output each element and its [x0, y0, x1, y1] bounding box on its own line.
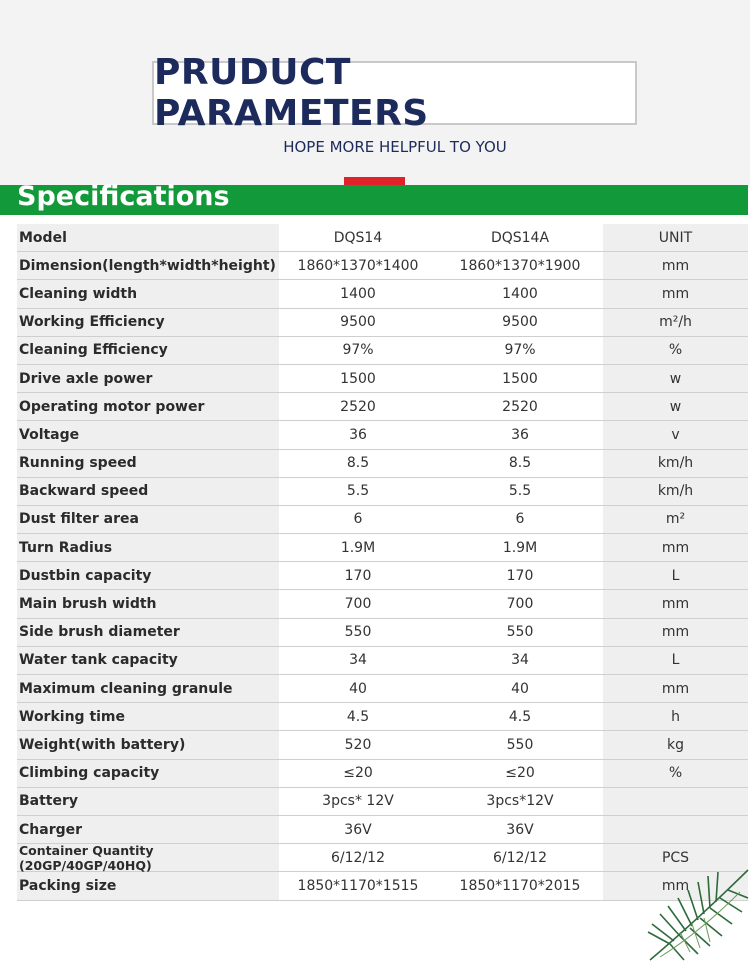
unit-cell: mm [603, 619, 748, 646]
model-b-cell: 36 [511, 426, 529, 443]
header-model-b: DQS14A [490, 229, 550, 246]
param-cell: Cleaning width [17, 280, 279, 307]
param-cell: Weight(with battery) [17, 731, 279, 758]
model-b-cell: 8.5 [508, 455, 532, 472]
table-row [17, 844, 748, 872]
table-row [17, 421, 748, 449]
model-b-cell: 34 [511, 652, 529, 669]
param-cell: Working Efficiency [17, 309, 279, 336]
model-a-cell: 4.5 [346, 708, 370, 725]
table-row [17, 562, 748, 590]
table-row [17, 590, 748, 618]
page-title: PRUDUCT PARAMETERS [154, 52, 429, 134]
model-a-cell: 1.9M [340, 539, 376, 556]
param-cell: Battery [17, 788, 279, 815]
table-row [17, 731, 748, 759]
unit-cell [603, 788, 748, 815]
unit-cell: m² [603, 506, 748, 533]
model-a-cell: 3pcs* 12V [322, 793, 394, 810]
param-cell: Dust filter area [17, 506, 279, 533]
param-cell: Operating motor power [17, 393, 279, 420]
spec-table [17, 224, 748, 901]
model-a-cell: 9500 [340, 314, 376, 331]
model-b-cell: 6/12/12 [493, 849, 547, 866]
model-a-cell: 36V [344, 821, 372, 838]
table-row [17, 872, 748, 900]
unit-cell: kg [603, 731, 748, 758]
model-a-cell: ≤20 [343, 765, 373, 782]
table-row [17, 647, 748, 675]
section-title: Specifications [17, 181, 230, 212]
param-cell: Main brush width [17, 590, 279, 617]
unit-cell: km/h [603, 478, 748, 505]
header-param-cell: Model [17, 224, 279, 251]
palm-leaf-decoration [640, 862, 750, 962]
header-model-a: DQS14 [333, 229, 383, 246]
unit-cell: m²/h [603, 309, 748, 336]
param-cell: Backward speed [17, 478, 279, 505]
model-b-cell: 550 [506, 624, 534, 641]
param-cell: Voltage [17, 421, 279, 448]
table-row [17, 393, 748, 421]
param-cell: Charger [17, 816, 279, 843]
unit-cell: mm [603, 534, 748, 561]
table-header-row [17, 224, 748, 252]
unit-cell: L [603, 562, 748, 589]
unit-cell: h [603, 703, 748, 730]
param-cell: Dimension(length*width*height) [17, 252, 279, 279]
unit-cell [603, 816, 748, 843]
model-a-cell: 40 [349, 680, 367, 697]
param-cell: Turn Radius [17, 534, 279, 561]
model-a-cell: 2520 [340, 398, 376, 415]
page-subtitle: HOPE MORE HELPFUL TO YOU [283, 138, 507, 156]
model-a-cell: 1850*1170*1515 [297, 877, 419, 894]
unit-cell: v [603, 421, 748, 448]
model-a-cell: 520 [344, 736, 372, 753]
unit-cell: L [603, 647, 748, 674]
table-row [17, 280, 748, 308]
unit-cell: mm [603, 675, 748, 702]
table-row [17, 337, 748, 365]
table-row [17, 675, 748, 703]
model-a-cell: 6 [353, 511, 363, 528]
param-cell: Water tank capacity [17, 647, 279, 674]
unit-cell: % [603, 760, 748, 787]
param-cell: Climbing capacity [17, 760, 279, 787]
unit-cell: km/h [603, 450, 748, 477]
model-b-cell: 700 [506, 596, 534, 613]
model-a-cell: 97% [342, 342, 374, 359]
param-cell: Working time [17, 703, 279, 730]
model-a-cell: 34 [349, 652, 367, 669]
model-a-cell: 700 [344, 596, 372, 613]
table-row [17, 788, 748, 816]
model-a-cell: 1500 [340, 370, 376, 387]
param-cell: Dustbin capacity [17, 562, 279, 589]
model-b-cell: 40 [511, 680, 529, 697]
model-b-cell: 4.5 [508, 708, 532, 725]
model-a-cell: 170 [344, 567, 372, 584]
model-a-cell: 1860*1370*1400 [297, 257, 419, 274]
table-row [17, 703, 748, 731]
model-b-cell: 170 [506, 567, 534, 584]
header-unit: UNIT [603, 224, 748, 251]
model-b-cell: 5.5 [508, 483, 532, 500]
model-b-cell: 1860*1370*1900 [459, 257, 581, 274]
model-a-cell: 36 [349, 426, 367, 443]
model-a-cell: 5.5 [346, 483, 370, 500]
table-row [17, 760, 748, 788]
specifications-band [0, 181, 748, 215]
model-b-cell: 3pcs*12V [486, 793, 554, 810]
model-b-cell: 1.9M [502, 539, 538, 556]
model-a-cell: 8.5 [346, 455, 370, 472]
model-b-cell: 9500 [502, 314, 538, 331]
model-b-cell: 1850*1170*2015 [459, 877, 581, 894]
model-b-cell: 36V [506, 821, 534, 838]
model-b-cell: 550 [506, 736, 534, 753]
table-row [17, 478, 748, 506]
param-cell: Drive axle power [17, 365, 279, 392]
unit-cell: % [603, 337, 748, 364]
model-b-cell: 2520 [502, 398, 538, 415]
table-row [17, 534, 748, 562]
param-cell: Packing size [17, 872, 279, 899]
model-a-cell: 1400 [340, 285, 376, 302]
model-b-cell: 1500 [502, 370, 538, 387]
unit-cell: mm [603, 252, 748, 279]
table-row [17, 619, 748, 647]
unit-cell: PCS [603, 844, 748, 871]
title-box [152, 52, 637, 134]
model-a-cell: 550 [344, 624, 372, 641]
param-cell: Container Quantity (20GP/40GP/40HQ) [17, 844, 279, 871]
unit-cell: w [603, 393, 748, 420]
table-row [17, 309, 748, 337]
param-cell: Cleaning Efficiency [17, 337, 279, 364]
table-row [17, 816, 748, 844]
model-b-cell: 6 [515, 511, 525, 528]
table-row [17, 252, 748, 280]
unit-cell: w [603, 365, 748, 392]
model-b-cell: 97% [504, 342, 536, 359]
model-a-cell: 6/12/12 [331, 849, 385, 866]
unit-cell: mm [603, 872, 748, 899]
unit-cell: mm [603, 590, 748, 617]
table-row [17, 365, 748, 393]
param-cell: Side brush diameter [17, 619, 279, 646]
table-row [17, 506, 748, 534]
unit-cell: mm [603, 280, 748, 307]
model-b-cell: 1400 [502, 285, 538, 302]
param-cell: Running speed [17, 450, 279, 477]
model-b-cell: ≤20 [505, 765, 535, 782]
table-row [17, 450, 748, 478]
param-cell: Maximum cleaning granule [17, 675, 279, 702]
